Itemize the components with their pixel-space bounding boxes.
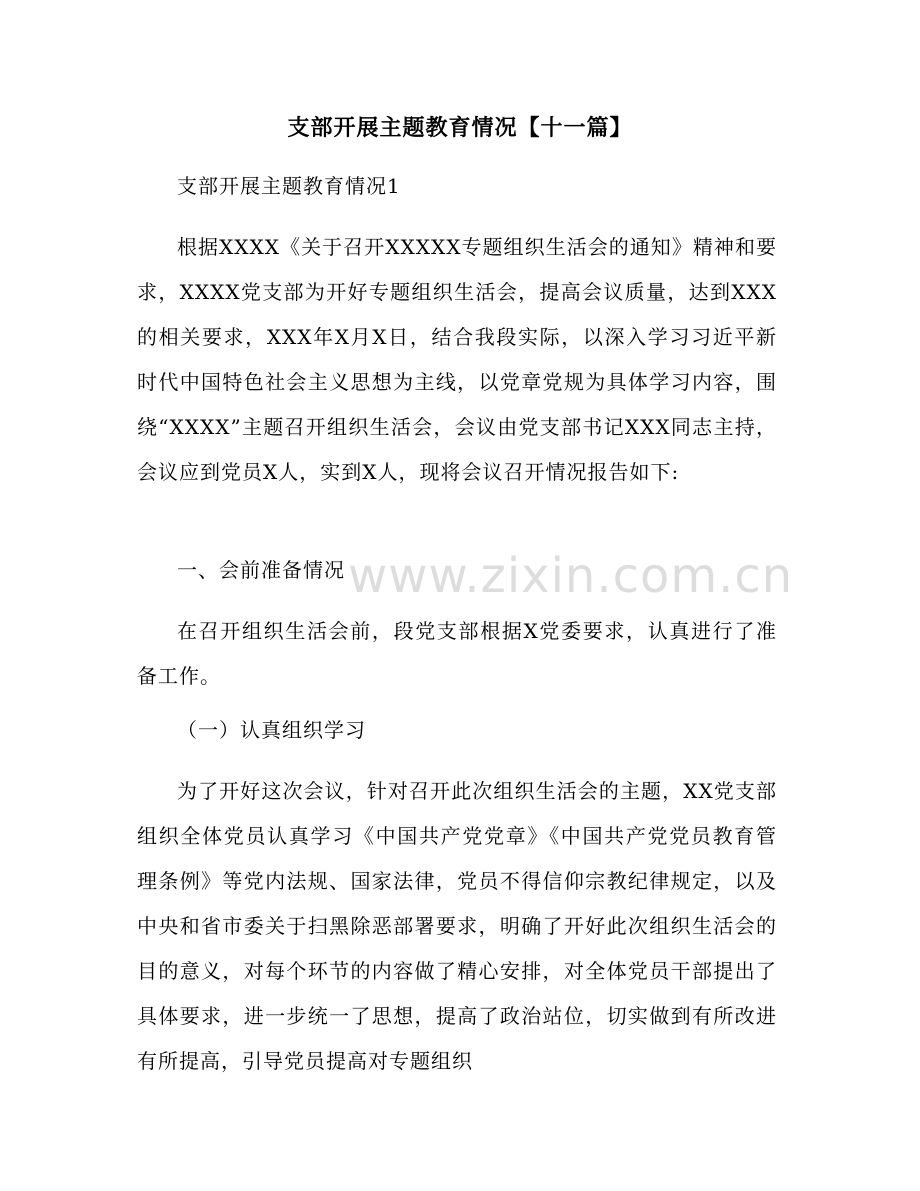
section-paragraph-preparation: 在召开组织生活会前，段党支部根据X党委要求，认真进行了准备工作。	[137, 619, 777, 688]
section-heading-preparation: 一、会前准备情况	[177, 558, 345, 582]
watermark: www.zixin.com.cn	[348, 548, 794, 604]
document-title: 支部开展主题教育情况【十一篇】	[287, 115, 633, 141]
intro-paragraph: 根据XXXX《关于召开XXXXX专题组织生活会的通知》精神和要求，XXXX党支部为开好专题组织生活会，提高会议质量，达到XXX的相关要求，XXX年X月X日，结合我段实际，以深入学习习近平新时代中国特色社会主义思想为主线，以党章党规为具体学习内容，围绕“XXXX”主题召开组织生活会，会议由党支部书记XXX同志主持，会议应到党员X人，实到X人，现将会议召开情况报告如下:	[137, 235, 777, 484]
subsection-heading-study: （一）认真组织学习	[177, 718, 366, 742]
subsection-paragraph-study: 为了开好这次会议，针对召开此次组织生活会的主题，XX党支部组织全体党员认真学习《中国共产党党章》《中国共产党党员教育管理条例》等党内法规、国家法律，党员不得信仰宗教纪律规定，以及中央和省市委关于扫黑除恶部署要求，明确了开好此次组织生活会的目的意义，对每个环节的内容做了精心安排，对全体党员干部提出了具体要求，进一步统一了思想，提高了政治站位，切实做到有所改进有所提高，引导党员提高对专题组织	[137, 779, 777, 1073]
document-subtitle: 支部开展主题教育情况1	[177, 174, 401, 198]
